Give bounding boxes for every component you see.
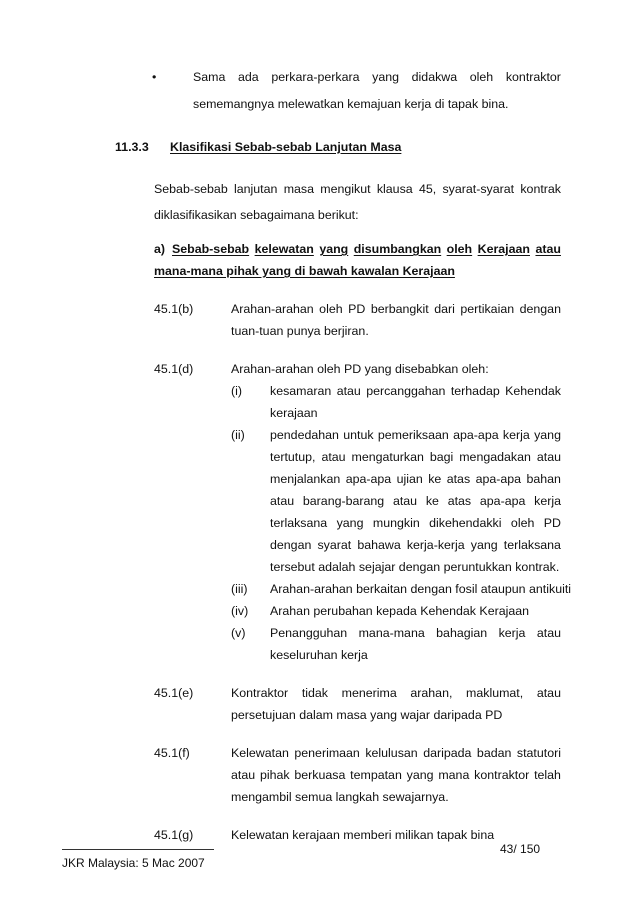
word: pendedahan [270, 428, 339, 442]
word: bahagian [436, 626, 488, 640]
word: atau [270, 494, 295, 508]
item-line-1: Arahan perubahan kepada Kehendak Kerajaan [270, 604, 530, 618]
word: klausa [376, 182, 413, 196]
word: pemeriksaan [377, 428, 449, 442]
item-line [270, 538, 561, 552]
clause-line-2: tuan-tuan punya berjiran. [231, 324, 369, 338]
subheading-line-2: mana-mana pihak yang di bawah kawalan Kerajaan [154, 264, 455, 278]
word: dengan [519, 302, 561, 316]
word: arahan, [410, 686, 453, 700]
word: apa-apa [475, 472, 522, 486]
word: dari [434, 302, 455, 316]
subheading-line-1 [172, 242, 561, 256]
clause-line-2 [231, 768, 561, 782]
section-title: Klasifikasi Sebab-sebab Lanjutan Masa [170, 140, 402, 154]
bullet-glyph: • [152, 70, 157, 84]
word: bahan [526, 472, 561, 486]
word: atau [536, 450, 561, 464]
word: apa-apa [479, 494, 526, 508]
word: maklumat, [466, 686, 524, 700]
word: atau [231, 768, 256, 782]
word: yang [336, 516, 364, 530]
bullet-line-1 [193, 70, 561, 84]
word: menerima [341, 686, 397, 700]
word: kontraktor [505, 70, 561, 84]
word: barang-barang [302, 494, 385, 508]
item-line-1 [270, 384, 561, 398]
word: mungkin [372, 516, 420, 530]
word: mana-mana [358, 626, 425, 640]
item-line-2: kerajaan [270, 406, 318, 420]
word: Kelewatan [231, 746, 289, 760]
word: kerja [534, 494, 561, 508]
item-number: (iii) [231, 582, 248, 596]
subheading-prefix: a) [154, 242, 166, 256]
word: terhadap [450, 384, 500, 398]
page-number: 43/ 150 [500, 842, 541, 856]
footer-text: JKR Malaysia: 5 Mac 2007 [62, 856, 205, 870]
word: masa [283, 182, 314, 196]
word: oleh [469, 70, 494, 84]
item-line-1 [270, 626, 561, 640]
item-line [270, 516, 561, 530]
word: berkuasa [294, 768, 346, 782]
word: Kehendak [505, 384, 561, 398]
bullet-line-2: sememangnya melewatkan kemajuan kerja di tapak bina. [193, 97, 509, 111]
word: mengadakan [459, 450, 531, 464]
word: tidak [301, 686, 328, 700]
word: daripada [423, 746, 472, 760]
item-line: tersebut adalah sejajar dengan peruntukkan kontrak. [270, 560, 560, 574]
word: mana [438, 768, 470, 782]
item-line [270, 428, 561, 442]
word: yang [319, 242, 349, 256]
word: disumbangkan [353, 242, 442, 256]
word: yang [406, 768, 434, 782]
word: ke [428, 472, 442, 486]
word: didakwa [411, 70, 458, 84]
section-number: 11.3.3 [115, 140, 149, 154]
word: oleh [446, 242, 473, 256]
word: atas [447, 494, 472, 508]
word: atau [321, 450, 346, 464]
word: kelewatan [254, 242, 314, 256]
clause-line-2: persetujuan dalam masa yang wajar daripada PD [231, 708, 503, 722]
clause-line-1 [231, 302, 561, 316]
word: terlaksana [503, 538, 561, 552]
word: statutori [516, 746, 561, 760]
word: oleh [319, 302, 343, 316]
word: menjalankan [270, 472, 341, 486]
word: kerja [502, 428, 530, 442]
item-line-2: keseluruhan kerja [270, 648, 368, 662]
word: kesamaran [270, 384, 332, 398]
item-line [270, 450, 561, 464]
word: Kerajaan [477, 242, 530, 256]
word: bagi [429, 450, 454, 464]
word: ke [425, 494, 439, 508]
word: ujian [396, 472, 423, 486]
word: terlaksana [270, 516, 328, 530]
word: ada [238, 70, 259, 84]
clause-line-1 [231, 746, 561, 760]
intro-line-1 [154, 182, 561, 196]
item-number: (i) [231, 384, 243, 398]
word: telah [534, 768, 561, 782]
clause-ref: 45.1(e) [154, 686, 194, 700]
word: mengikut [320, 182, 371, 196]
word: Kontraktor [231, 686, 289, 700]
word: atau [535, 242, 561, 256]
item-number: (iv) [231, 604, 249, 618]
word: lanjutan [234, 182, 278, 196]
clause-line-1: Kelewatan kerajaan memberi milikan tapak bina [231, 828, 495, 842]
item-line [270, 472, 561, 486]
word: dikehendakki [429, 516, 502, 530]
word: penerimaan [294, 746, 360, 760]
word: atau [536, 686, 561, 700]
word: PD [543, 516, 561, 530]
word: syarat-syarat [442, 182, 515, 196]
word: apa-apa [453, 428, 499, 442]
word: untuk [343, 428, 374, 442]
item-line [270, 494, 561, 508]
word: yang [372, 70, 400, 84]
clause-ref: 45.1(f) [154, 746, 190, 760]
word: syarat [317, 538, 352, 552]
clause-line-3: mengambil semua langkah sewajarnya. [231, 790, 449, 804]
item-number: (v) [231, 626, 246, 640]
word: 45, [418, 182, 437, 196]
word: yang [470, 538, 498, 552]
clause-ref: 45.1(g) [154, 828, 194, 842]
clause-lead: Arahan-arahan oleh PD yang disebabkan oleh: [231, 362, 489, 376]
word: yang [534, 428, 561, 442]
word: tempatan [350, 768, 402, 782]
word: dengan [270, 538, 312, 552]
word: bahawa [357, 538, 401, 552]
word: kerja-kerja [406, 538, 465, 552]
word: Sebab-sebab [154, 182, 228, 196]
clause-ref: 45.1(d) [154, 362, 194, 376]
word: Penangguhan [270, 626, 348, 640]
word: perkara-perkara [271, 70, 360, 84]
item-line-1: Arahan-arahan berkaitan dengan fosil ataupun antikuiti [270, 582, 572, 596]
word: oleh [510, 516, 535, 530]
word: kontraktor [474, 768, 530, 782]
word: Arahan-arahan [231, 302, 314, 316]
clause-ref: 45.1(b) [154, 302, 194, 316]
word: Sebab-sebab [172, 242, 250, 256]
intro-line-2: diklasifikasikan sebagaimana berikut: [154, 208, 359, 222]
word: berbangkit [370, 302, 429, 316]
word: kerja [498, 626, 526, 640]
word: percanggahan [366, 384, 446, 398]
word: apa-apa [345, 472, 392, 486]
word: kontrak [520, 182, 561, 196]
word: pertikaian [460, 302, 515, 316]
word: PD [348, 302, 366, 316]
word: atas [446, 472, 471, 486]
clause-line-1 [231, 686, 561, 700]
item-number: (ii) [231, 428, 245, 442]
word: mengaturkan [351, 450, 424, 464]
word: Sama [193, 70, 226, 84]
word: atau [392, 494, 418, 508]
word: kelulusan [365, 746, 418, 760]
word: pihak [259, 768, 290, 782]
word: tertutup, [270, 450, 316, 464]
word: badan [476, 746, 512, 760]
word: atau [536, 626, 561, 640]
footer-rule [62, 849, 214, 850]
word: atau [336, 384, 361, 398]
